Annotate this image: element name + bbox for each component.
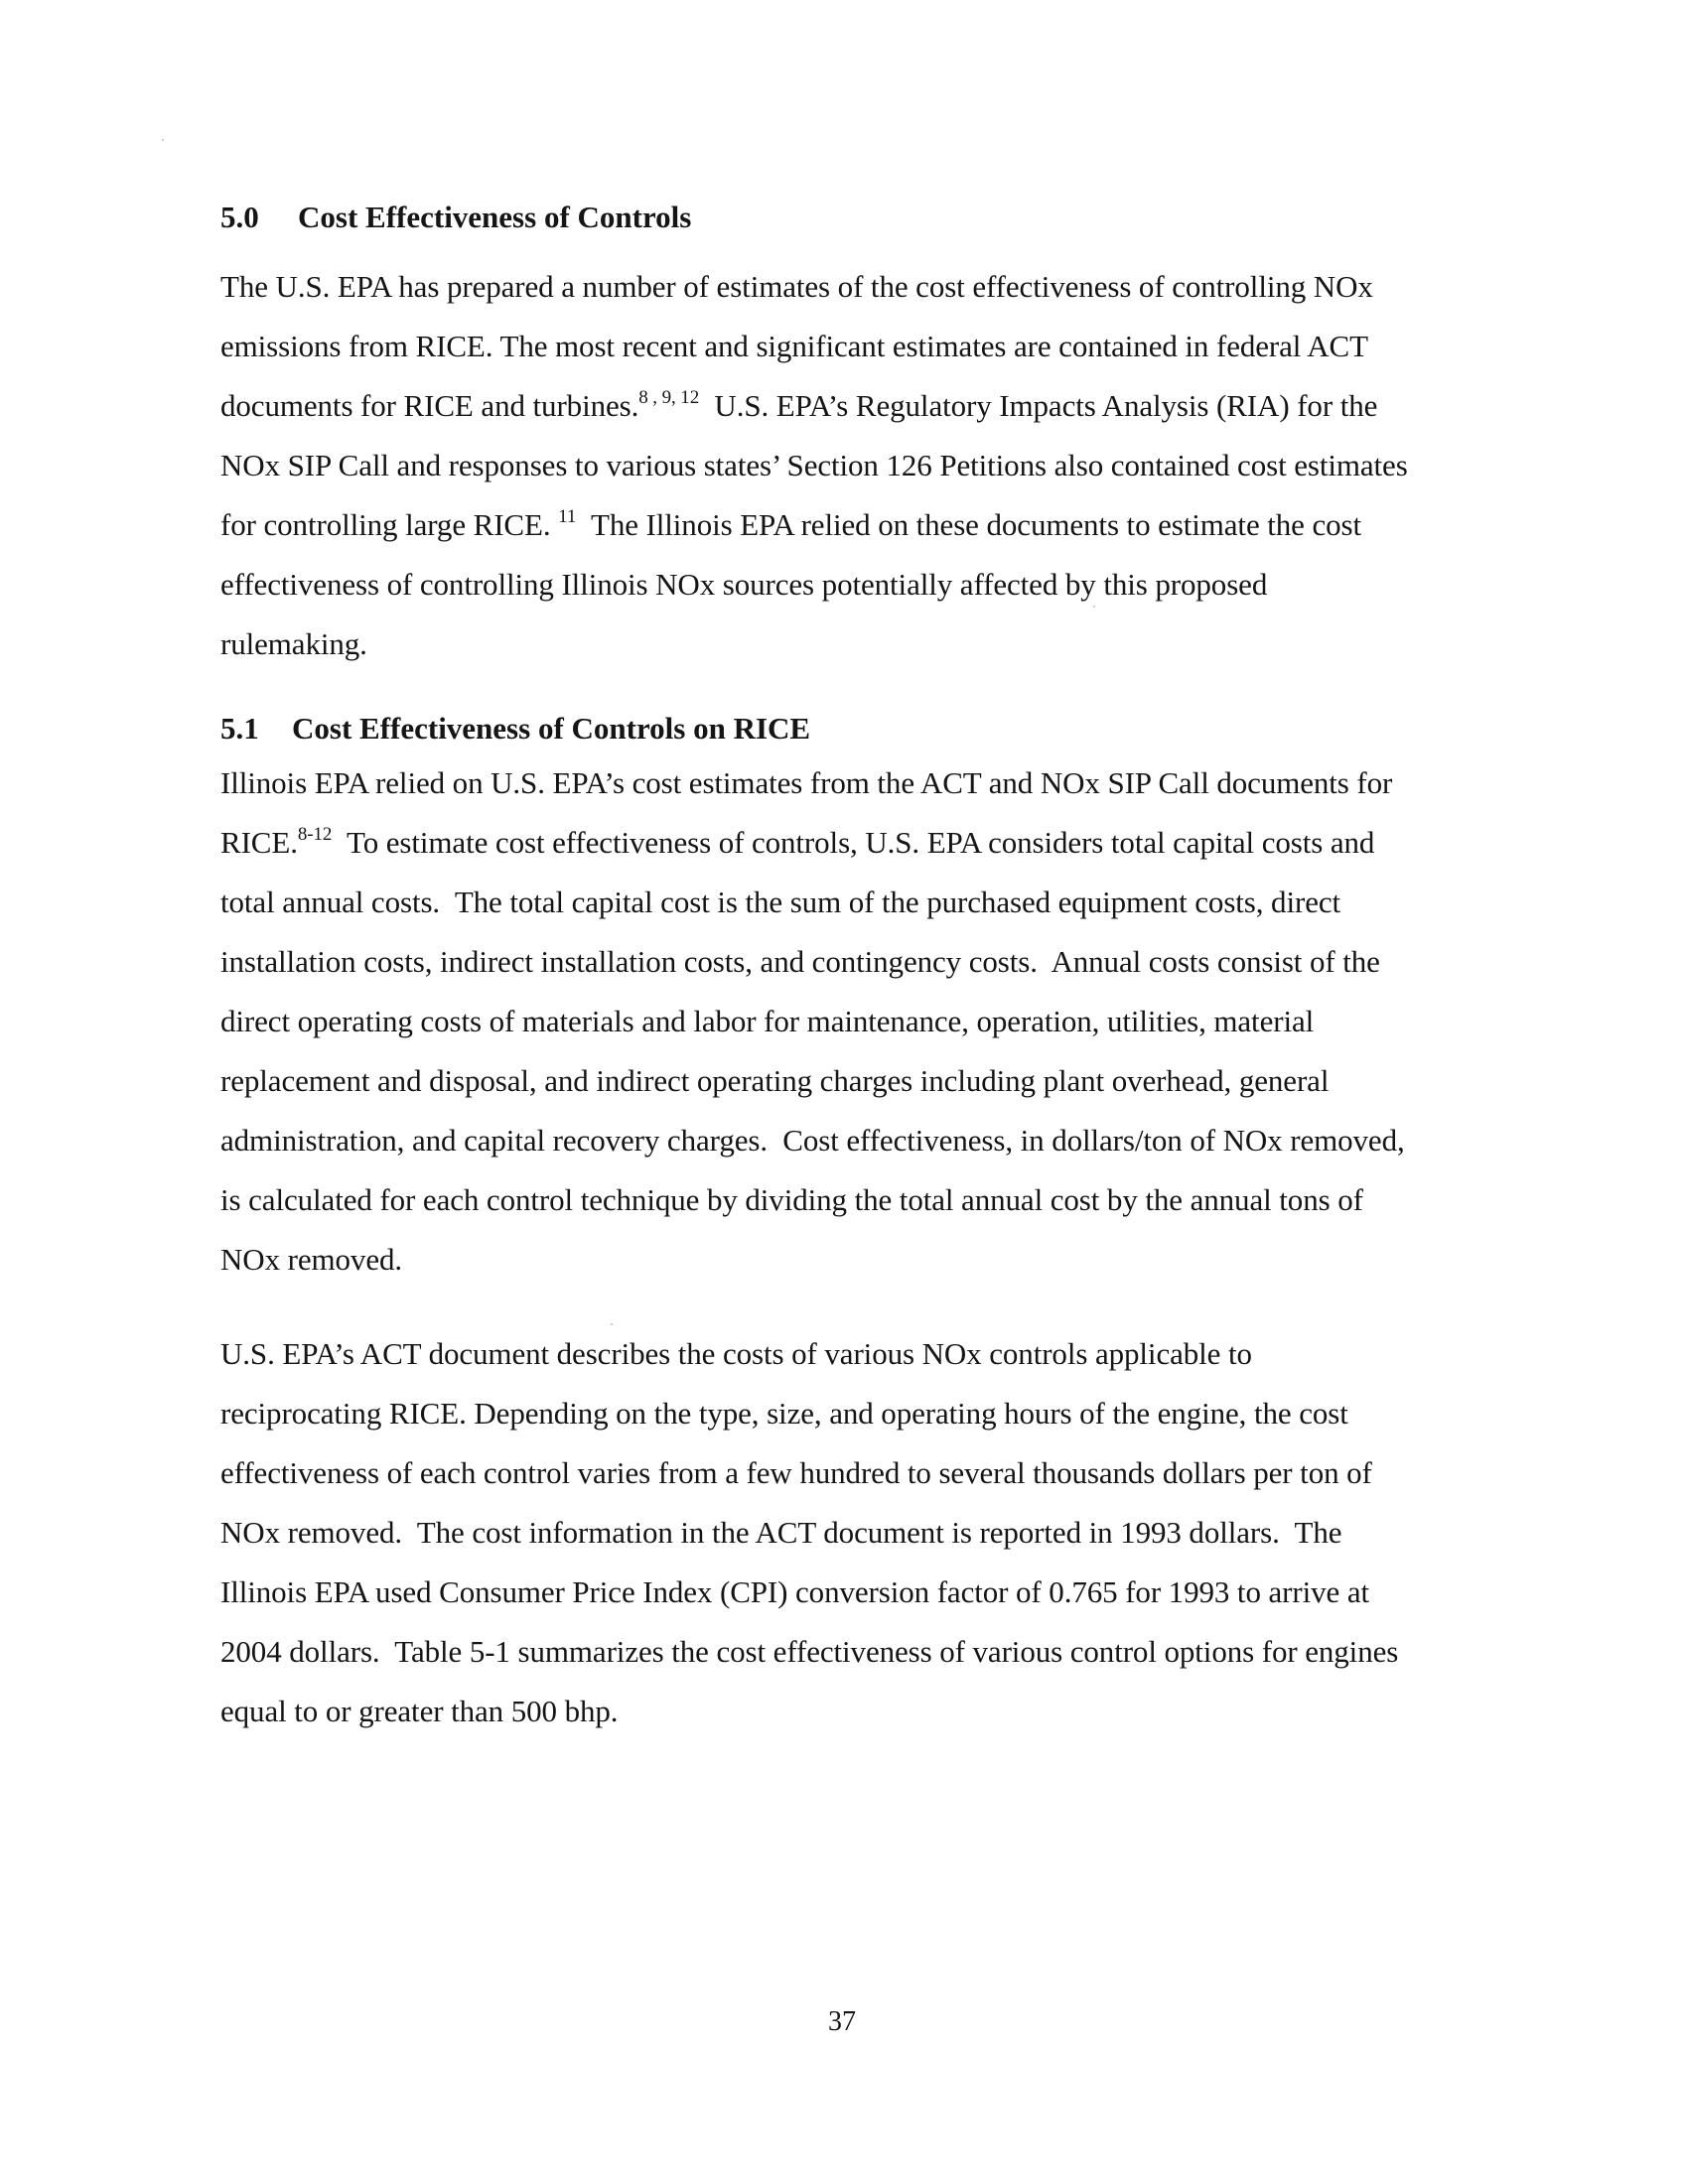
paragraph-line: effectiveness of controlling Illinois NOx sources potentially affected by this proposed xyxy=(220,567,1268,602)
paragraph-line: is calculated for each control technique by dividing the total annual cost by the annual tons of xyxy=(220,1182,1363,1217)
page-number: 37 xyxy=(828,2006,856,2037)
paragraph-line: emissions from RICE. The most recent and significant estimates are contained in federal ACT xyxy=(220,329,1368,363)
scan-speck xyxy=(1093,606,1095,608)
paragraph-line: Illinois EPA relied on U.S. EPA’s cost estimates from the ACT and NOx SIP Call documents for xyxy=(220,765,1393,800)
paragraph-line: NOx removed. The cost information in the ACT document is reported in 1993 dollars. The xyxy=(220,1515,1342,1550)
paragraph-line: reciprocating RICE. Depending on the type, size, and operating hours of the engine, the cost xyxy=(220,1396,1348,1431)
reference-superscript: 8-12 xyxy=(297,824,333,845)
paragraph-line: equal to or greater than 500 bhp. xyxy=(220,1694,619,1728)
scan-speck xyxy=(611,1323,613,1325)
section-number: 5.1 xyxy=(220,711,259,746)
section-title: Cost Effectiveness of Controls on RICE xyxy=(292,711,811,746)
paragraph-line: NOx removed. xyxy=(220,1242,403,1277)
paragraph-line: 2004 dollars. Table 5-1 summarizes the cost effectiveness of various control options for engines xyxy=(220,1634,1399,1669)
paragraph-line: The U.S. EPA has prepared a number of estimates of the cost effectiveness of controlling NOx xyxy=(220,269,1373,304)
paragraph-line: administration, and capital recovery charges. Cost effectiveness, in dollars/ton of NOx removed, xyxy=(220,1123,1405,1158)
section-5-0-heading xyxy=(220,199,691,236)
paragraph-line: U.S. EPA’s ACT document describes the costs of various NOx controls applicable to xyxy=(220,1336,1252,1371)
section-title: Cost Effectiveness of Controls xyxy=(298,200,692,234)
section-number: 5.0 xyxy=(220,200,259,234)
reference-superscript: 11 xyxy=(558,506,577,527)
paragraph-line: RICE.$^{8-12}$ To estimate cost effectiveness of controls, U.S. EPA considers total capital costs and xyxy=(220,824,1375,860)
paragraph-line: rulemaking. xyxy=(220,626,367,661)
paragraph-line: total annual costs. The total capital cost is the sum of the purchased equipment costs, direct xyxy=(220,885,1341,919)
paragraph-line: replacement and disposal, and indirect operating charges including plant overhead, general xyxy=(220,1063,1330,1098)
paragraph-line: for controlling large RICE. $^{11}$ The Illinois EPA relied on these documents to estimate the cost xyxy=(220,506,1362,542)
paragraph-line: effectiveness of each control varies from a few hundred to several thousands dollars per ton of xyxy=(220,1455,1372,1490)
paragraph-line: Illinois EPA used Consumer Price Index (CPI) conversion factor of 0.765 for 1993 to arrive at xyxy=(220,1574,1370,1609)
paragraph-line: direct operating costs of materials and labor for maintenance, operation, utilities, material xyxy=(220,1004,1315,1038)
paragraph-line: installation costs, indirect installation costs, and contingency costs. Annual costs consist of the xyxy=(220,944,1380,979)
scan-speck xyxy=(162,139,164,141)
paragraph-line: documents for RICE and turbines.$^{8 , 9, 12}$ U.S. EPA’s Regulatory Impacts Analysis (RIA) for the xyxy=(220,387,1378,423)
section-5-1-heading xyxy=(220,710,810,748)
paragraph-line: NOx SIP Call and responses to various states’ Section 126 Petitions also contained cost estimates xyxy=(220,448,1408,482)
reference-superscript: 8 , 9, 12 xyxy=(638,387,700,408)
